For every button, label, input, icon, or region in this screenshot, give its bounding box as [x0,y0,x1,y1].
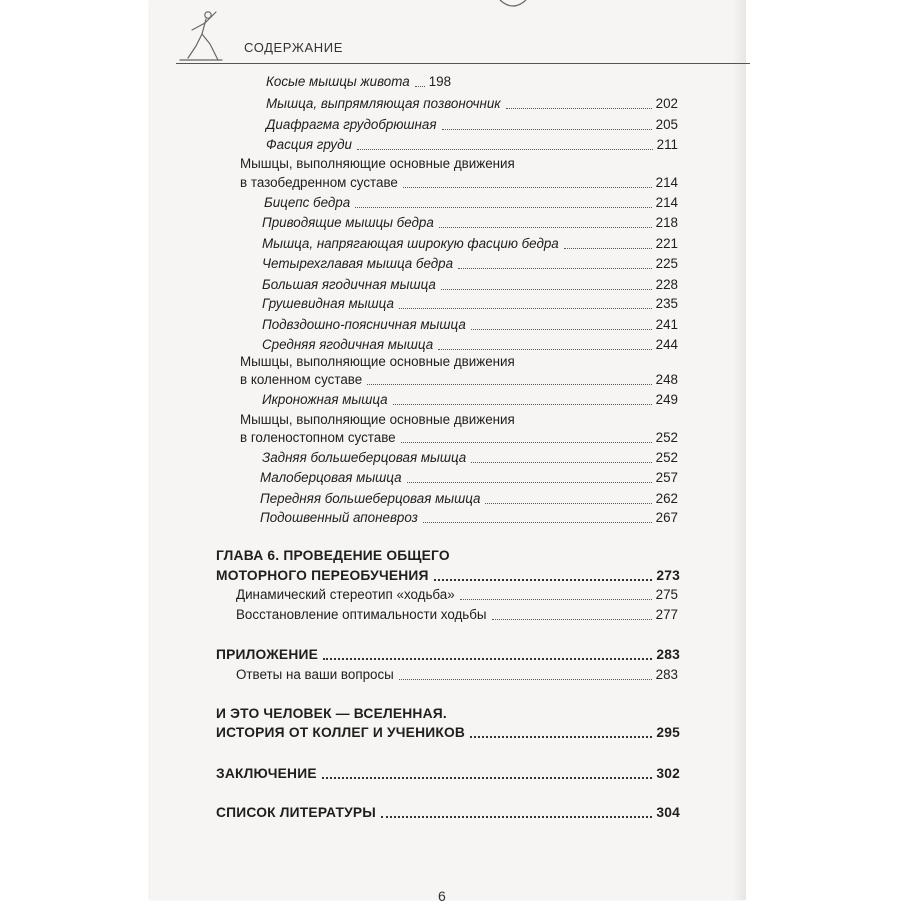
toc-entry-page: 241 [655,317,678,332]
toc-entry-label: Восстановление оптимальности ходьбы [236,607,487,622]
toc-entry[interactable] [0,193,900,213]
leader-dots [439,227,652,228]
toc-entry-label: Подвздошно-поясничная мышца [262,317,466,332]
toc-entry-label: в коленном суставе [240,372,363,387]
toc-entry-page: 252 [655,450,678,465]
leader-dots [357,149,653,150]
toc-entry-label: МОТОРНОГО ПЕРЕОБУЧЕНИЯ [216,568,429,583]
leader-dots [471,329,652,330]
toc-entry-page: 252 [655,430,678,445]
leader-dots [407,482,652,483]
chapter-heading-line: ГЛАВА 6. ПРОВЕДЕНИЕ ОБЩЕГО [216,548,450,563]
toc-entry-page: 205 [655,117,678,132]
toc-entry-label: Ответы на ваши вопросы [236,667,394,682]
leader-dots [403,187,652,188]
leader-dots [415,86,425,87]
toc-entry[interactable] [0,665,900,685]
toc-entry[interactable] [0,213,900,233]
toc-entry-page: 225 [655,256,678,271]
toc-entry-page: 244 [655,337,678,352]
toc-entry[interactable] [0,234,900,254]
toc-entry-label: Подошвенный апоневроз [260,510,418,525]
toc-entry-page: 275 [655,587,678,602]
toc-entry-label: Мышца, выпрямляющая позвоночник [266,96,501,111]
toc-entry-page: 211 [656,137,678,152]
toc-entry-page: 273 [656,568,680,583]
toc-entry-label: Задняя большеберцовая мышца [262,450,467,465]
toc-entry-label: в тазобедренном суставе [240,175,398,190]
corner-ornament-icon [498,0,528,10]
toc-entry-label: ЗАКЛЮЧЕНИЕ [216,766,317,781]
leader-dots [441,289,652,290]
toc-chapter-entry[interactable] [0,803,900,823]
toc-chapter-entry[interactable] [0,723,900,743]
toc-entry-page: 283 [656,647,680,662]
toc-entry-label: СПИСОК ЛИТЕРАТУРЫ [216,805,377,820]
toc-entry-label: в голеностопном суставе [240,430,396,445]
leader-dots [442,129,652,130]
toc-entry-label: Динамический стереотип «ходьба» [236,587,455,602]
toc-entry-page: 257 [655,470,678,485]
toc-entry-page: 262 [655,491,678,506]
toc-entry[interactable] [0,254,900,274]
toc-entry-page: 214 [655,175,678,190]
toc-entry[interactable] [0,585,900,605]
toc-entry[interactable] [0,468,900,488]
toc-entry-page: 248 [655,372,678,387]
toc-entry-label: Икроножная мышца [262,392,388,407]
toc-section-entry[interactable] [0,370,900,390]
toc-entry[interactable] [0,115,900,135]
toc-entry-label: Малоберцовая мышца [260,470,402,485]
toc-entry-page: 283 [655,667,678,682]
toc-entry-page: 228 [655,277,678,292]
leader-dots [355,207,651,208]
toc-entry-page: 214 [655,195,678,210]
leader-dots [438,349,652,350]
chapter-heading-line: И ЭТО ЧЕЛОВЕК — ВСЕЛЕННАЯ. [216,706,447,721]
toc-entry-label: Мышца, напрягающая широкую фасцию бедра [262,236,559,251]
leader-dots [399,308,652,309]
toc-entry-label: Бицепс бедра [264,195,351,210]
toc-entry[interactable] [0,294,900,314]
leader-dots [434,579,653,581]
section-heading-line: Мышцы, выполняющие основные движения [240,412,515,427]
section-heading-line: Мышцы, выполняющие основные движения [240,354,515,369]
toc-entry[interactable] [0,315,900,335]
toc-entry-label: Фасция груди [266,137,352,152]
leader-dots [381,816,652,818]
toc-entry-label: Четырехглавая мышца бедра [262,256,454,271]
toc-entry-label: Передняя большеберцовая мышца [260,491,481,506]
toc-entry-label: Приводящие мышцы бедра [262,215,434,230]
leader-dots [460,599,652,600]
leader-dots [423,522,652,523]
page-number: 6 [438,888,446,904]
toc-entry-label: Средняя ягодичная мышца [262,337,434,352]
leader-dots [323,658,652,660]
toc-entry[interactable] [0,489,900,509]
toc-entry[interactable] [0,448,900,468]
leader-dots [470,736,652,738]
leader-dots [471,462,651,463]
toc-entry-label: Грушевидная мышца [262,296,394,311]
toc-chapter-entry[interactable] [0,645,900,665]
toc-entry-page: 202 [655,96,678,111]
toc-chapter-entry[interactable] [0,566,900,586]
leader-dots [492,619,652,620]
leader-dots [458,268,652,269]
toc-entry[interactable] [0,94,900,114]
leader-dots [506,108,652,109]
header-title: СОДЕРЖАНИЕ [244,40,344,55]
header-rule [176,63,750,64]
toc-section-entry[interactable] [0,173,900,193]
toc-entry-page: 221 [655,236,678,251]
toc-entry-page: 277 [655,607,678,622]
leader-dots [399,679,652,680]
leader-dots [393,404,652,405]
toc-entry-label: Большая ягодичная мышца [262,277,436,292]
toc-entry-page: 198 [428,74,452,89]
toc-entry-label: ПРИЛОЖЕНИЕ [216,647,319,662]
toc-chapter-entry[interactable] [0,764,900,784]
toc-entry-page: 218 [655,215,678,230]
toc-entry-page: 302 [656,766,680,781]
toc-entry-page: 304 [656,805,680,820]
leader-dots [564,248,652,249]
toc-entry[interactable] [0,508,900,528]
toc-entry[interactable] [0,72,634,92]
toc-entry-page: 295 [656,725,680,740]
leader-dots [401,442,652,443]
leader-dots [485,503,651,504]
leader-dots [322,777,653,779]
toc-entry-label: Диафрагма грудобрюшная [266,117,437,132]
toc-entry[interactable] [0,605,900,625]
toc-entry[interactable] [0,275,900,295]
toc-entry-page: 249 [655,392,678,407]
toc-entry-page: 235 [655,296,678,311]
toc-section-entry[interactable] [0,428,900,448]
yoga-figure-icon [174,8,226,64]
toc-entry-page: 267 [655,510,678,525]
toc-entry-label: ИСТОРИЯ ОТ КОЛЛЕГ И УЧЕНИКОВ [216,725,466,740]
toc-entry[interactable] [0,135,900,155]
toc-entry[interactable] [0,390,900,410]
section-heading-line: Мышцы, выполняющие основные движения [240,156,515,171]
leader-dots [367,384,651,385]
toc-entry-label: Косые мышцы живота [266,74,410,89]
